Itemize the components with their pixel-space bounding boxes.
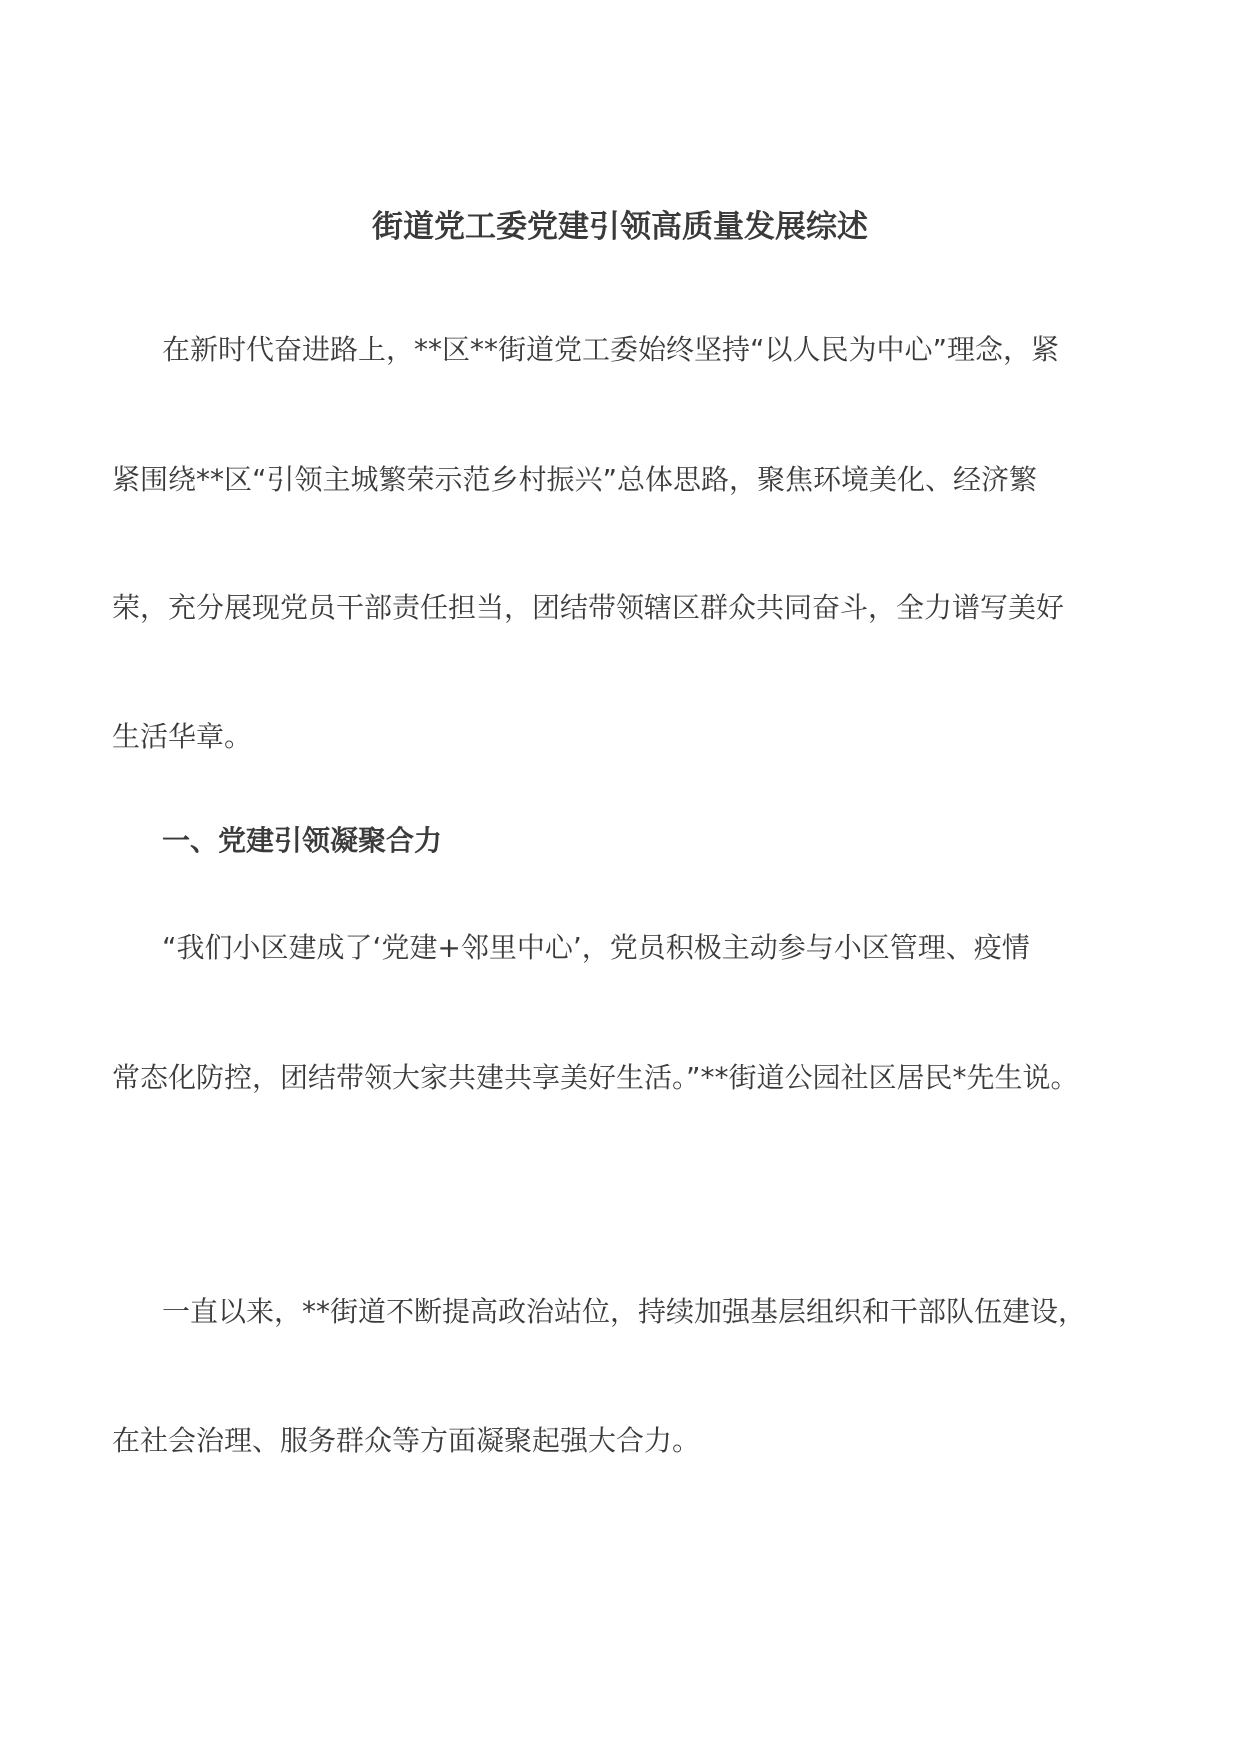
section-1-heading: 一、党建引领凝聚合力 bbox=[162, 824, 443, 857]
paragraph-2-line-1: “我们小区建成了‘党建+邻里中心’，党员积极主动参与小区管理、疫情 bbox=[162, 931, 1030, 964]
paragraph-3-line-1: 一直以来，**街道不断提高政治站位，持续加强基层组织和干部队伍建设， bbox=[162, 1295, 1087, 1328]
paragraph-2-line-2: 常态化防控，团结带领大家共建共享美好生活。”**街道公园社区居民*先生说。 bbox=[112, 1061, 1079, 1094]
paragraph-1-line-2: 紧围绕**区“引领主城繁荣示范乡村振兴”总体思路，聚焦环境美化、经济繁 bbox=[112, 463, 1038, 496]
paragraph-3-line-2: 在社会治理、服务群众等方面凝聚起强大合力。 bbox=[112, 1424, 701, 1457]
document-title: 街道党工委党建引领高质量发展综述 bbox=[372, 209, 868, 245]
paragraph-1-line-1: 在新时代奋进路上，**区**街道党工委始终坚持“以人民为中心”理念，紧 bbox=[162, 333, 1060, 366]
paragraph-1-line-4: 生活华章。 bbox=[112, 720, 253, 753]
paragraph-1-line-3: 荣，充分展现党员干部责任担当，团结带领辖区群众共同奋斗，全力谱写美好 bbox=[112, 591, 1065, 624]
